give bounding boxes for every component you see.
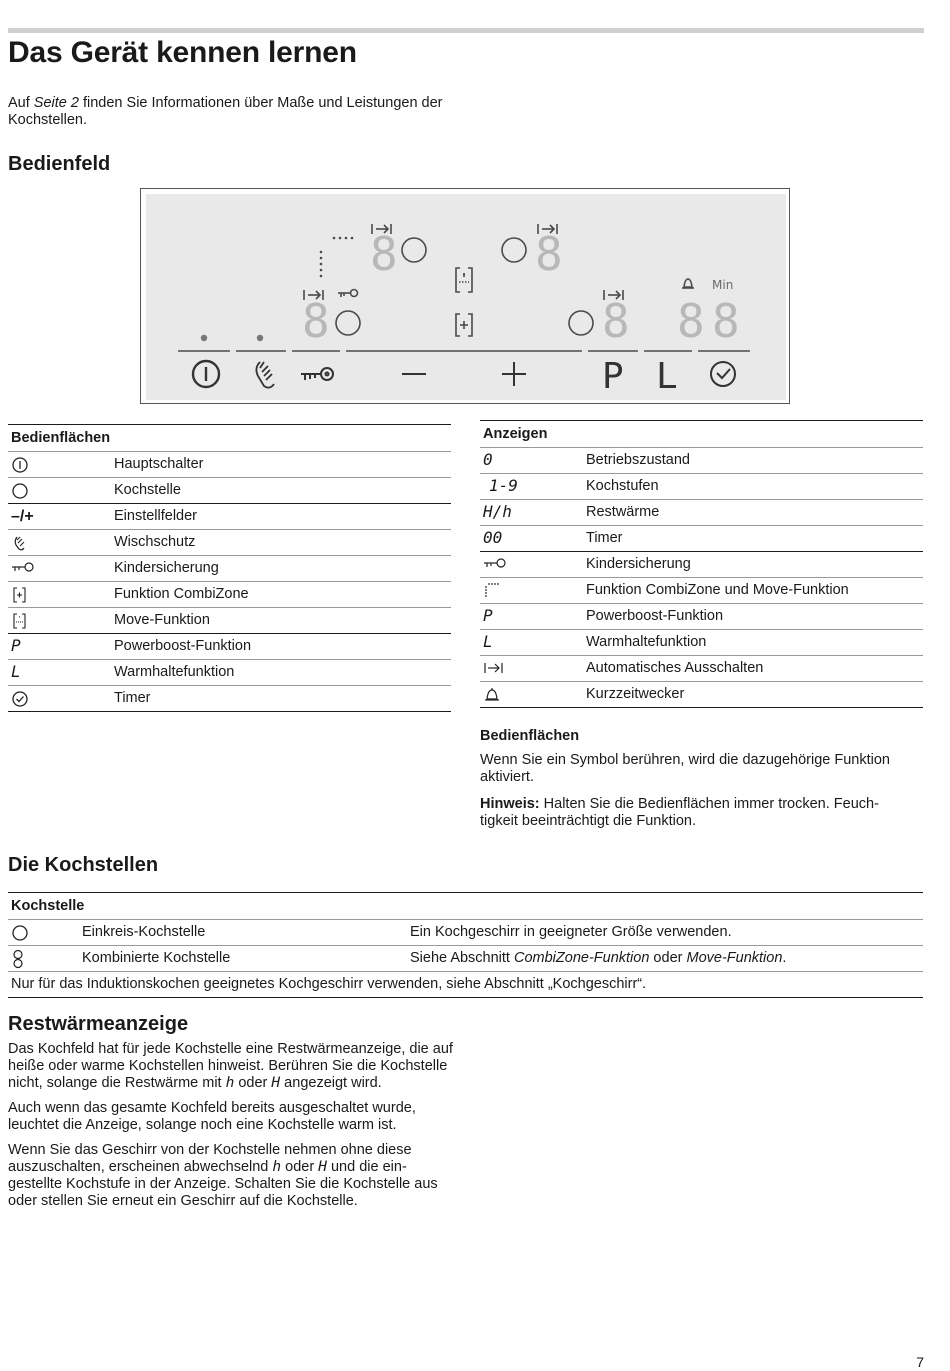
display-digit: 8: [677, 294, 705, 348]
wipe-protection-icon: [11, 534, 29, 552]
section-heading-restwaerme: Restwärmeanzeige: [8, 1013, 189, 1035]
residual-heat-display-icon: H/h: [483, 502, 512, 521]
bell-icon: [483, 686, 501, 704]
dotted-corner-icon: [483, 582, 505, 600]
plus-icon: [502, 362, 526, 386]
page-reference[interactable]: Seite 2: [33, 95, 79, 111]
hob-circle-icon: [402, 238, 426, 262]
table-row: Kombinierte Kochstelle Siehe Abschnitt CombiZone-Funktion oder Move-Funktion.: [8, 946, 923, 972]
levels-display-icon: 1-9: [489, 476, 518, 495]
hob-circle-icon: [502, 238, 526, 262]
table-row: P Powerboost-Funktion: [480, 604, 923, 630]
table-row: Timer: [8, 686, 451, 712]
paragraph: Wenn Sie das Geschirr von der Kochstelle nehmen ohne diese auszuschalten, erscheinen abwechselnd h oder H und die ein-gestellte Kochstufe in der Anzeige. Schalten Sie die Kochstelle aus oder stellen Sie erneut ein Geschirr auf die Kochstelle.: [8, 1142, 438, 1209]
key-icon: [338, 290, 358, 298]
table-row: H/h Restwärme: [480, 500, 923, 526]
timer-display-icon: 00: [483, 528, 503, 547]
table-row: L Warmhaltefunktion: [8, 660, 451, 686]
hob-circle-icon: [336, 311, 360, 335]
info-text: Wenn Sie ein Symbol berühren, wird die dazugehörige Funktion aktiviert.: [480, 752, 891, 785]
key-icon: [11, 561, 35, 575]
paragraph: Das Kochfeld hat für jede Kochstelle eine Restwärmeanzeige, die auf heiße oder warme Kochstellen hinweist. Berühren Sie die Kochstelle nicht, solange die Restwärme mit h oder H angezeigt wird.: [8, 1041, 453, 1091]
section-heading-bedienfeld: Bedienfeld: [8, 153, 111, 175]
bedienflaechen-info: [480, 728, 925, 830]
table-row: Automatisches Ausschalten: [480, 656, 923, 682]
table-row: [8, 972, 923, 998]
single-zone-icon: [11, 924, 29, 942]
timer-min-label: Min: [712, 278, 734, 292]
table-row: P Powerboost-Funktion: [8, 634, 451, 660]
table-header: Bedienflächen: [11, 429, 111, 446]
indicator-dot: [257, 335, 263, 341]
keep-warm-button: L: [656, 356, 678, 397]
powerboost-icon: P: [11, 636, 21, 655]
bedienflaechen-table: [8, 424, 451, 712]
restwaerme-text: [8, 1041, 453, 1218]
table-row: 0 Betriebszustand: [480, 448, 923, 474]
table-row: Kochstelle: [8, 478, 451, 504]
table-row: Kindersicherung: [480, 552, 923, 578]
key-icon: [301, 368, 333, 380]
table-row: –/+ Einstellfelder: [8, 504, 451, 530]
subheading: Bedienflächen: [480, 728, 580, 744]
section-heading-kochstellen: Die Kochstellen: [8, 854, 159, 876]
wipe-protection-icon: [256, 362, 274, 388]
note-text: Hinweis: Halten Sie die Bedienflächen immer trocken. Feuch- tigkeit beeinträchtigt die Funktion.: [480, 796, 879, 829]
combizone-icon: [11, 586, 29, 604]
table-row: Kurzzeitwecker: [480, 682, 923, 708]
table-row: Wischschutz: [8, 530, 451, 556]
powerboost-icon: P: [483, 606, 493, 625]
table-header: Kochstelle: [11, 897, 85, 914]
keep-warm-icon: L: [11, 662, 21, 681]
table-row: Einkreis-Kochstelle Ein Kochgeschirr in geeigneter Größe verwenden.: [8, 920, 923, 946]
table-row: Hauptschalter: [8, 452, 451, 478]
display-digit: 8: [602, 294, 630, 348]
table-row: 1-9 Kochstufen: [480, 474, 923, 500]
display-digit: 8: [712, 294, 740, 348]
table-footer: Nur für das Induktionskochen geeignetes Kochgeschirr verwenden, siehe Abschnitt „Kochgeschirr“.: [11, 976, 647, 992]
minus-plus-icon: –/+: [11, 507, 34, 525]
powerboost-button: P: [602, 356, 624, 397]
power-icon: [193, 361, 219, 387]
anzeigen-table: [480, 420, 923, 708]
key-icon: [483, 557, 507, 571]
control-panel: [146, 194, 786, 400]
timer-icon: [711, 362, 735, 386]
table-row: Move-Funktion: [8, 608, 451, 634]
move-icon: [456, 268, 472, 292]
hob-circle-icon: [569, 311, 593, 335]
combizone-icon: [456, 314, 472, 336]
table-row: Funktion CombiZone und Move-Funktion: [480, 578, 923, 604]
bell-icon: [682, 279, 694, 288]
table-row: L Warmhaltefunktion: [480, 630, 923, 656]
move-icon: [11, 612, 29, 630]
kochstelle-table: [8, 892, 923, 998]
table-header: Anzeigen: [483, 425, 548, 442]
paragraph: Auch wenn das gesamte Kochfeld bereits ausgeschaltet wurde, leuchtet die Anzeige, solange noch eine Kochstelle warm ist.: [8, 1100, 416, 1133]
timer-icon: [11, 690, 29, 708]
page-number: 7: [916, 1354, 924, 1370]
keep-warm-icon: L: [483, 632, 493, 651]
hob-circle-icon: [11, 482, 29, 500]
page-title: Das Gerät kennen lernen: [8, 36, 357, 69]
table-row: 00 Timer: [480, 526, 923, 552]
table-row: Kindersicherung: [8, 556, 451, 582]
display-digit: 8: [535, 227, 563, 281]
display-digit: 8: [370, 227, 398, 281]
combined-zone-icon: [11, 949, 25, 969]
intro-text: Auf Seite 2 finden Sie Informationen über Maße und Leistungen der Kochstellen.: [8, 95, 443, 128]
auto-off-icon: [483, 661, 505, 675]
zero-display-icon: 0: [483, 450, 493, 469]
top-rule: [8, 28, 924, 33]
power-icon: [11, 456, 29, 474]
display-digit: 8: [302, 294, 330, 348]
indicator-dot: [201, 335, 207, 341]
table-row: Funktion CombiZone: [8, 582, 451, 608]
